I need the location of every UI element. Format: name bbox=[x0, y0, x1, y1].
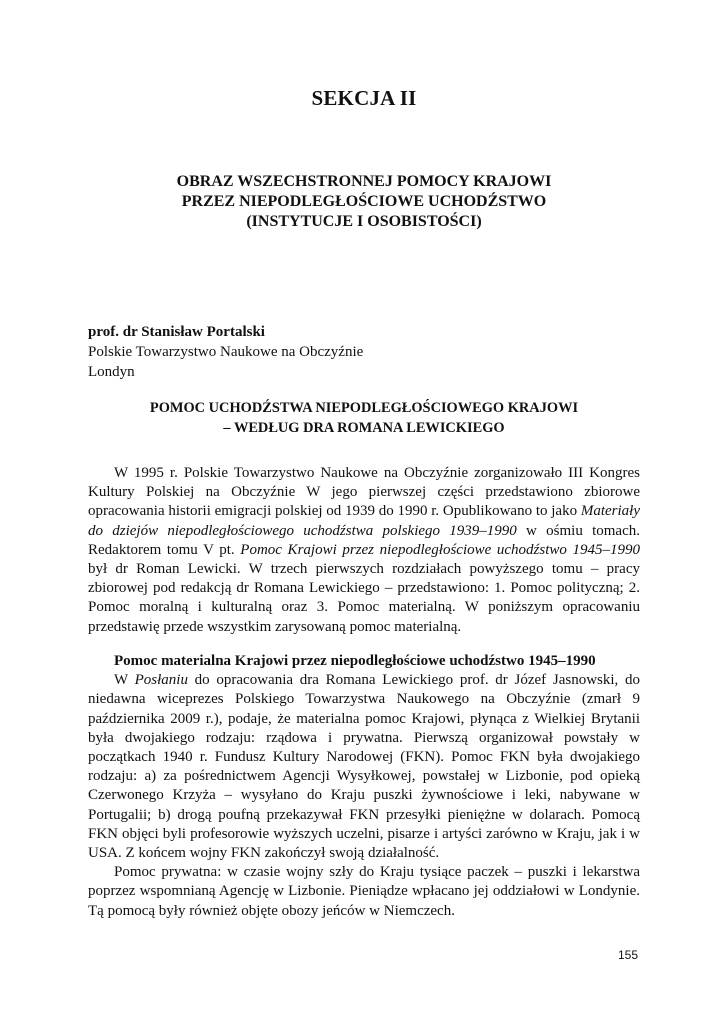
main-title-line-1: OBRAZ WSZECHSTRONNEJ POMOCY KRAJOWI bbox=[176, 173, 552, 190]
intro-italic-title-1: Materiały do dziejów niepodległościowego uchodźstwa polskiego 1939–1990 bbox=[88, 503, 640, 539]
subsection-p1-start: W bbox=[114, 672, 135, 689]
intro-text-3: był dr Roman Lewicki. W trzech pierwszych rozdziałach powyższego tomu – pracy zbiorowej pod redakcją dr Romana Lewickiego – przedstawiono: 1. Pomoc polityczną; 2. Pomoc moralną i kulturalną oraz 3. Pomoc materialną. W poniższym opracowaniu przedstawię przede wszystkim zarysowaną pomoc materialną. bbox=[88, 561, 640, 635]
article-title-line-1: POMOC UCHODŹSTWA NIEPODLEGŁOŚCIOWEGO KRAJOWI bbox=[149, 400, 579, 416]
article-title-line-2: – WEDŁUG DRA ROMANA LEWICKIEGO bbox=[223, 420, 505, 436]
page-number: 155 bbox=[618, 948, 639, 962]
subsection-paragraph-2: Pomoc prywatna: w czasie wojny szły do Kraju tysiące paczek – puszki i lekarstwa poprzez wspomnianą Agencję w Lizbonie. Pieniądze wpłacano jej oddziałowi w Londynie. Tą pomocą były również objęte obozy jeńców w Niemczech. bbox=[88, 864, 640, 919]
subsection bbox=[88, 652, 640, 921]
intro-paragraph bbox=[88, 464, 640, 637]
section-title: SEKCJA II bbox=[311, 86, 417, 110]
main-title bbox=[88, 172, 640, 232]
author-affiliation: Polskie Towarzystwo Naukowe na Obczyźnie bbox=[88, 344, 364, 360]
main-title-line-2: PRZEZ NIEPODLEGŁOŚCIOWE UCHODŹSTWO bbox=[181, 193, 547, 210]
author-name: prof. dr Stanisław Portalski bbox=[88, 324, 265, 340]
author-block bbox=[88, 322, 640, 382]
document-page bbox=[88, 0, 640, 1024]
intro-section bbox=[88, 464, 640, 637]
intro-text-1: W 1995 r. Polskie Towarzystwo Naukowe na Obczyźnie zorganizowało III Kongres Kultury Polskiej na Obczyźnie W jego pierwszej części przedstawiono zbiorowe opracowania historii emigracji polskiej od 1939 do 1990 r. Opublikowano to jako bbox=[88, 465, 640, 520]
subsection-p1-italic: Posłaniu bbox=[134, 672, 188, 689]
subsection-heading: Pomoc materialna Krajowi przez niepodległościowe uchodźstwo 1945–1990 bbox=[114, 653, 596, 669]
subsection-paragraph-1 bbox=[88, 671, 640, 863]
intro-text-2: w ośmiu tomach. Redaktorem tomu V pt. bbox=[88, 522, 640, 558]
subsection-p1-rest: do opracowania dra Romana Lewickiego prof. dr Józef Jasnowski, do niedawna wiceprezes Polskiego Towarzystwa Naukowego na Obczyźnie (zmarł 9 października 2009 r.), podaje, że materialna pomoc Krajowi, płynąca z Wielkiej Brytanii była dwojakiego rodzaju: rządowa i prywatna. Pierwszą organizował powstały w początkach 1940 r. Fundusz Kultury Narodowej (FKN). Pomoc FKN była dwojakiego rodzaju: a) za pośrednictwem Agencji Wysyłkowej, powstałej w Lizbonie, pod opieką Czerwonego Krzyża – wysyłano do Kraju puszki żywnościowe i leki, nabywane w Portugalii; b) drogą poufną przekazywał FKN przesyłki pieniężne w dolarach. Pomocą FKN objęci byli profesorowie wyższych uczelni, pisarze i artyści zarówno w Kraju, jak i w USA. Z końcem wojny FKN zakończył swoją działalność. bbox=[88, 672, 640, 862]
article-title bbox=[88, 398, 640, 438]
main-title-line-3: (INSTYTUCJE I OSOBISTOŚCI) bbox=[246, 213, 482, 230]
author-city: Londyn bbox=[88, 364, 135, 380]
intro-italic-title-2: Pomoc Krajowi przez niepodległościowe uchodźstwo 1945–1990 bbox=[240, 541, 640, 558]
